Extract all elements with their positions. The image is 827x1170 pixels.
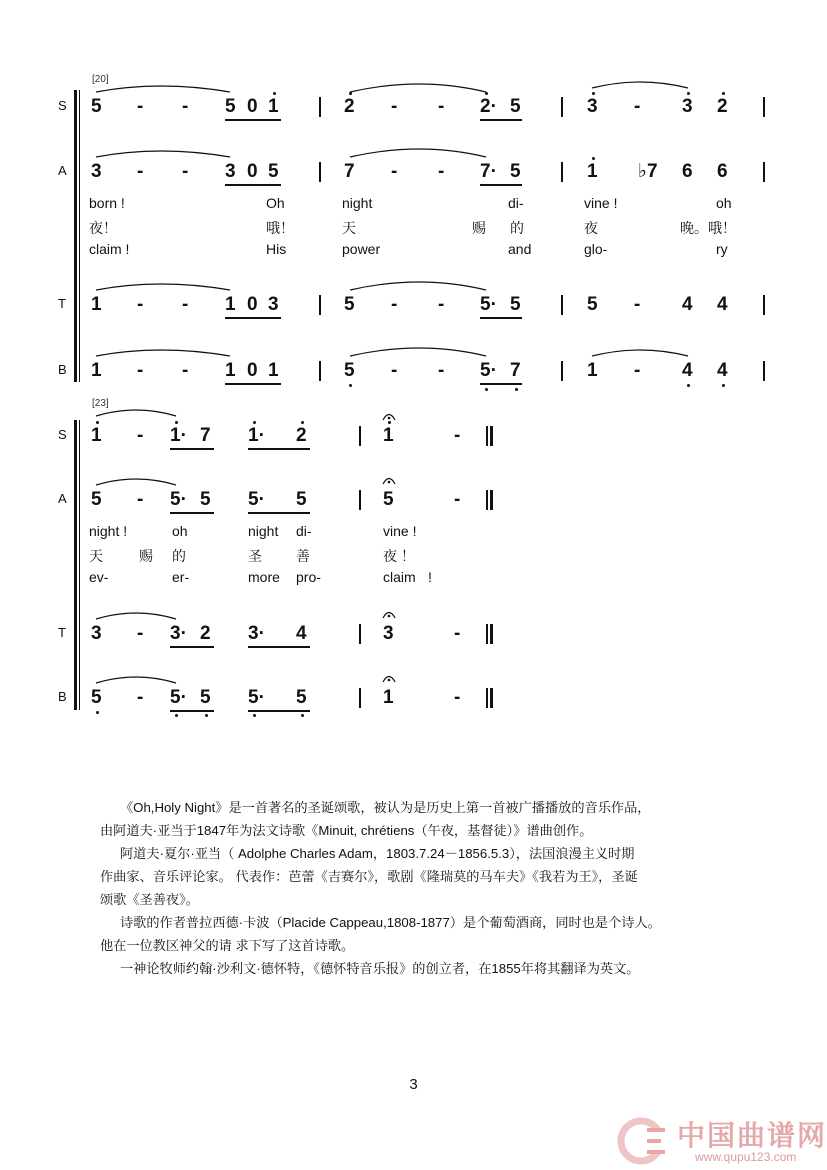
note: - (137, 294, 144, 315)
slur (96, 86, 230, 92)
lyric: power (342, 241, 381, 257)
lyric: more (248, 569, 280, 585)
voice-label-soprano: S (58, 98, 67, 113)
note: ♭7 (638, 161, 658, 182)
voice-label-bass: B (58, 362, 67, 377)
note: 4 (682, 294, 693, 315)
lyric: 圣 (248, 548, 262, 564)
voice-label-alto: A (58, 163, 67, 178)
note: 3 (91, 161, 102, 182)
fermata-dot (388, 481, 391, 484)
note: - (137, 360, 144, 381)
lyric: pro- (296, 569, 321, 585)
note: 6 (717, 161, 728, 182)
note: 4 (717, 360, 728, 381)
lyric: oh (716, 195, 732, 211)
note: - (137, 161, 144, 182)
note: 5 (296, 489, 307, 510)
lyric: ！ (401, 548, 415, 564)
note: 5· (170, 489, 187, 510)
lyric: 天 (342, 220, 356, 236)
note: - (391, 96, 398, 117)
note: 3 (268, 294, 279, 315)
note: 3 (91, 623, 102, 644)
slur (592, 82, 688, 88)
note: 2 (296, 425, 307, 446)
note: 5 (225, 96, 236, 117)
note: 5· (248, 489, 265, 510)
paragraph-line: 《Oh,Holy Night》是一首著名的圣诞颂歌，被认为是历史上第一首被广播播放的音乐作品， (120, 800, 651, 815)
lyric: 赐 (139, 548, 153, 564)
note: 5· (480, 360, 497, 381)
note: 1· (248, 425, 265, 446)
note: 3 (383, 623, 394, 644)
lyric: ev- (89, 569, 109, 585)
note: 1 (91, 360, 102, 381)
measure-number-23: [23] (92, 398, 109, 409)
note: 5 (383, 489, 394, 510)
note: 1 (225, 294, 236, 315)
fermata-dot (388, 615, 391, 618)
watermark-url: www.qupu123.com (695, 1150, 797, 1164)
lyric: 天 (89, 548, 103, 564)
note: 1 (225, 360, 236, 381)
note: - (182, 294, 189, 315)
note: 7 (200, 425, 211, 446)
lyric: night (248, 523, 279, 539)
note: - (438, 161, 445, 182)
slur (96, 677, 176, 683)
note: 5 (296, 687, 307, 708)
lyric: vine ! (383, 523, 417, 539)
watermark-logo-icon (617, 1116, 675, 1166)
watermark-name: 中国曲谱网 (677, 1119, 827, 1152)
lyric: vine ! (584, 195, 618, 211)
note: 5 (344, 294, 355, 315)
note: - (454, 425, 461, 446)
lyric: His (266, 241, 287, 257)
note: - (454, 489, 461, 510)
note: 2 (344, 96, 355, 117)
note: 1 (383, 425, 394, 446)
note: 1 (383, 687, 394, 708)
slur (350, 348, 486, 356)
note: 5 (510, 294, 521, 315)
note: 5 (91, 489, 102, 510)
note: 1· (170, 425, 187, 446)
fermata-dot (388, 679, 391, 682)
lyric: night (342, 195, 373, 211)
slur (350, 84, 486, 92)
lyric: ! (428, 569, 432, 585)
watermark (617, 1112, 827, 1170)
paragraph-line: 作曲家、音乐评论家。 代表作：芭蕾《吉赛尔》，歌剧《隆瑞莫的马车夫》《我若为王》，圣诞 (100, 869, 638, 884)
lyric: night ! (89, 523, 128, 539)
lyric: di- (296, 523, 312, 539)
note: 1 (91, 425, 102, 446)
lyric: claim ! (89, 241, 130, 257)
note: - (634, 96, 641, 117)
lyric: and (508, 241, 532, 257)
slur (96, 350, 230, 356)
lyric: 善 (296, 548, 310, 564)
measure-number-20: [20] (92, 74, 109, 85)
lyric: glo- (584, 241, 608, 257)
note: - (438, 294, 445, 315)
note: 3 (225, 161, 236, 182)
note: 5 (510, 161, 521, 182)
lyric: 夜 (584, 220, 598, 236)
voice-label-alto-2: A (58, 491, 67, 506)
note: 5 (200, 489, 211, 510)
lyric: di- (508, 195, 524, 211)
note: 1 (587, 161, 598, 182)
paragraph-line: 颂歌《圣善夜》。 (100, 892, 199, 907)
note: - (182, 96, 189, 117)
slur (96, 284, 230, 290)
note: - (182, 161, 189, 182)
note: 5 (510, 96, 521, 117)
lyric: er- (172, 569, 190, 585)
note: - (391, 294, 398, 315)
note: 5 (91, 687, 102, 708)
paragraph-line: 一神论牧师约翰·沙利文·德怀特，《德怀特音乐报》的创立者，在1855年将其翻译为英文。 (120, 961, 640, 976)
paragraph-line: 他在一位教区神父的请 求下写了这首诗歌。 (100, 938, 355, 953)
note: - (137, 687, 144, 708)
note: 1 (268, 96, 279, 117)
page-number: 3 (409, 1076, 418, 1093)
note: 5 (587, 294, 598, 315)
lyric: 夜！ (89, 220, 117, 236)
slur (96, 613, 176, 619)
note: 7 (510, 360, 521, 381)
note: 1 (268, 360, 279, 381)
lyric: Oh (266, 195, 285, 211)
note: - (634, 294, 641, 315)
note: - (137, 489, 144, 510)
note: 1 (587, 360, 598, 381)
note: 1 (91, 294, 102, 315)
paragraph-line: 诗歌的作者普拉西德·卡波（Placide Cappeau,1808-1877）是个葡萄酒商，同时也是个诗人。 (120, 915, 661, 930)
slur (96, 151, 230, 157)
fermata-dot (388, 417, 391, 420)
slur (350, 282, 486, 290)
note: 5· (480, 294, 497, 315)
paragraph-line: 阿道夫·夏尔·亚当（ Adolphe Charles Adam，1803.7.24－1856.5.3），法国浪漫主义时期 (120, 846, 635, 861)
note: 5 (268, 161, 279, 182)
note: 7 (344, 161, 355, 182)
note: - (438, 96, 445, 117)
note: 5 (91, 96, 102, 117)
lyric: ry (716, 241, 728, 257)
lyric: 的 (172, 548, 186, 564)
lyric: 晚。哦！ (680, 220, 736, 236)
note: - (391, 161, 398, 182)
note: - (438, 360, 445, 381)
note: 4 (717, 294, 728, 315)
note: 5· (170, 687, 187, 708)
note: 6 (682, 161, 693, 182)
note: 4 (682, 360, 693, 381)
note: 7· (480, 161, 497, 182)
lyric: born ! (89, 195, 125, 211)
description-text (100, 796, 740, 980)
note: 2 (717, 96, 728, 117)
paragraph-line: 由阿道夫·亚当于1847年为法文诗歌《Minuit, chrétiens（午夜，基督徒）》谱曲创作。 (100, 823, 593, 838)
note: - (137, 623, 144, 644)
note: - (182, 360, 189, 381)
note: - (454, 623, 461, 644)
lyric: 夜 (383, 548, 397, 564)
note: - (391, 360, 398, 381)
slur (96, 479, 176, 485)
note: 2· (480, 96, 497, 117)
voice-label-bass-2: B (58, 689, 67, 704)
note: 3· (170, 623, 187, 644)
slur (96, 410, 176, 416)
note: 5 (200, 687, 211, 708)
note: 0 (247, 161, 258, 182)
slur (592, 350, 688, 356)
note: - (634, 360, 641, 381)
note: - (137, 96, 144, 117)
note: 3 (587, 96, 598, 117)
lyric: oh (172, 523, 188, 539)
note: 0 (247, 360, 258, 381)
voice-label-tenor: T (58, 296, 66, 311)
note: 5 (344, 360, 355, 381)
lyric: 的 (510, 220, 524, 236)
lyric: 赐 (472, 220, 486, 236)
lyric: claim (383, 569, 416, 585)
slur (350, 149, 486, 157)
lyric: 哦！ (266, 220, 294, 236)
note: 3 (682, 96, 693, 117)
note: 5· (248, 687, 265, 708)
note: - (137, 425, 144, 446)
note: 4 (296, 623, 307, 644)
voice-label-tenor-2: T (58, 625, 66, 640)
note: 2 (200, 623, 211, 644)
voice-label-soprano-2: S (58, 427, 67, 442)
note: 0 (247, 96, 258, 117)
note: - (454, 687, 461, 708)
note: 3· (248, 623, 265, 644)
note: 0 (247, 294, 258, 315)
